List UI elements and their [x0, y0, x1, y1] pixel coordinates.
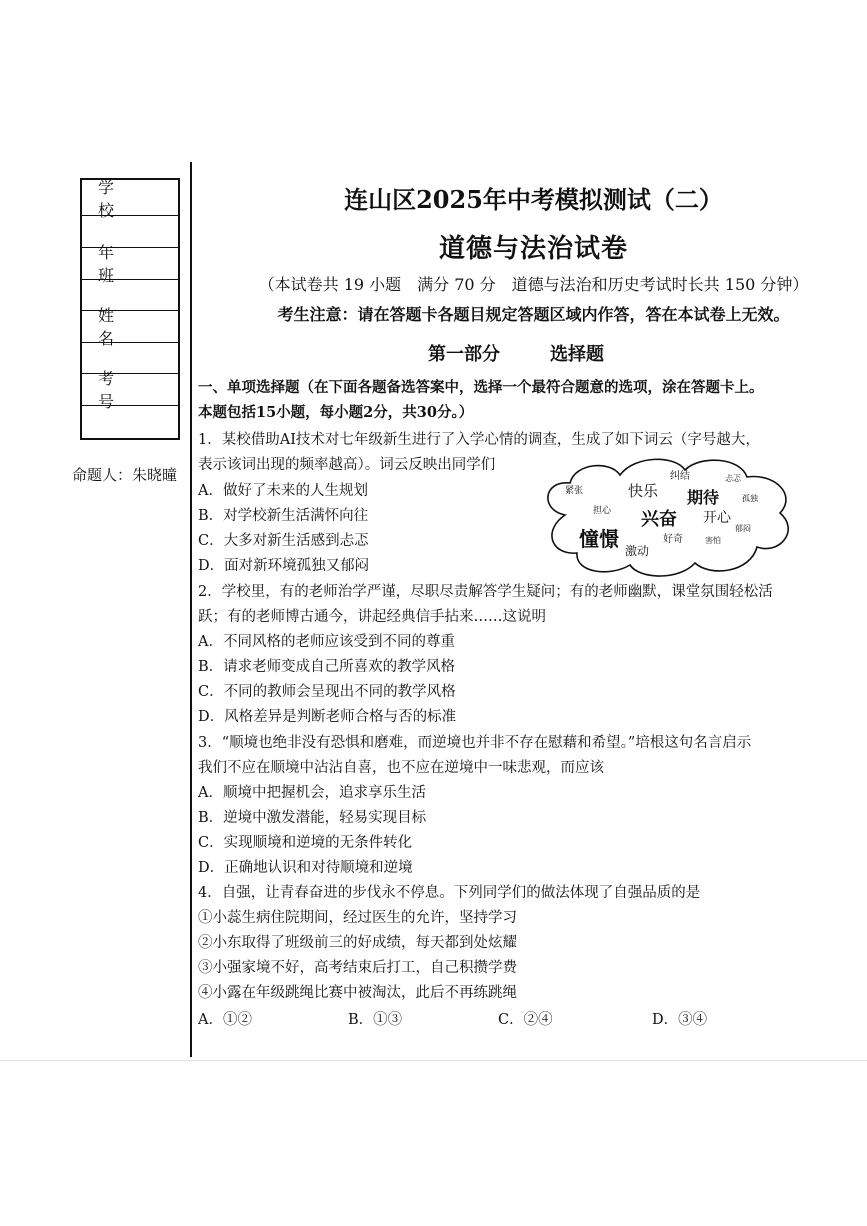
q4-option-a: A．①②	[198, 1012, 252, 1028]
q4-statement-3: ③小强家境不好，高考结束后打工，自己积攒学费	[198, 960, 517, 976]
q3-option-b: B．逆境中激发潜能，轻易实现目标	[198, 810, 427, 826]
binding-divider	[190, 162, 192, 1057]
cloud-word: 憧憬	[579, 527, 619, 551]
cloud-word: 快乐	[628, 482, 659, 500]
q2-option-b: B．请求老师变成自己所喜欢的教学风格	[198, 659, 456, 675]
q2-stem-2: 跃；有的老师博古通今，讲起经典信手拈来……这说明	[198, 609, 546, 625]
exam-info: （本试卷共 19 小题 满分 70 分 道德与法治和历史考试时长共 150 分钟）	[258, 275, 809, 294]
q3-option-a: A．顺境中把握机会，追求享乐生活	[198, 785, 426, 801]
q4-statement-2: ②小东取得了班级前三的好成绩，每天都到处炫耀	[198, 935, 517, 951]
cloud-word: 害怕	[705, 536, 721, 545]
q1-option-a: A．做好了未来的人生规划	[198, 483, 368, 499]
word-cloud	[535, 455, 795, 580]
cloud-word: 郁闷	[735, 524, 751, 533]
q1-stem-2: 表示该词出现的频率越高）。词云反映出同学们	[198, 457, 496, 473]
cloud-word: 好奇	[663, 534, 683, 545]
q4-option-b: B．①③	[348, 1012, 403, 1028]
q4-statement-4: ④小露在年级跳绳比赛中被淘汰，此后不再练跳绳	[198, 985, 517, 1001]
q3-option-d: D．正确地认识和对待顺境和逆境	[198, 860, 413, 876]
page-bottom-edge	[0, 1060, 867, 1061]
q3-stem-2: 我们不应在顺境中沾沾自喜，也不应在逆境中一味悲观，而应该	[198, 760, 604, 776]
cloud-word: 激动	[625, 544, 650, 558]
cloud-word: 忐忑	[725, 474, 741, 483]
section-heading-2: 本题包括15小题，每小题2分，共30分。）	[198, 404, 474, 421]
name-label: 姓 名	[98, 306, 131, 348]
school-label: 学 校	[98, 178, 131, 220]
exam-title: 连山区2025年中考模拟测试（二）	[344, 185, 723, 214]
class-label: 年 班	[98, 243, 131, 285]
part-name: 选择题	[550, 344, 604, 365]
q2-option-c: C．不同的教师会呈现出不同的教学风格	[198, 684, 456, 700]
section-heading: 一、单项选择题（在下面各题备选答案中，选择一个最符合题意的选项，涂在答题卡上。	[198, 379, 764, 396]
q2-stem: 2．学校里，有的老师治学严谨，尽职尽责解答学生疑问；有的老师幽默，课堂氛围轻松活	[198, 584, 773, 600]
cloud-word: 兴奋	[641, 509, 677, 530]
cloud-word: 紧张	[565, 486, 584, 496]
cloud-word: 孤独	[742, 494, 758, 503]
part-label: 第一部分	[428, 344, 500, 365]
subject-title: 道德与法治试卷	[438, 234, 628, 264]
notice: 考生注意：请在答题卡各题目规定答题区域内作答，答在本试卷上无效。	[277, 305, 790, 324]
cloud-word: 担心	[593, 506, 612, 516]
q1-stem: 1．某校借助AI技术对七年级新生进行了入学心情的调查，生成了如下词云（字号越大，	[198, 432, 760, 448]
q4-option-d: D．③④	[652, 1012, 708, 1028]
cloud-word: 开心	[703, 510, 731, 526]
q4-statement-1: ①小蕊生病住院期间，经过医生的允许，坚持学习	[198, 910, 517, 926]
q1-option-d: D．面对新环境孤独又郁闷	[198, 558, 370, 574]
q3-stem: 3．“顺境也绝非没有恐惧和磨难，而逆境也并非不存在慰藉和希望。”培根这句名言启示	[198, 735, 752, 751]
q2-option-d: D．风格差异是判断老师合格与否的标准	[198, 709, 457, 725]
exam-number-label: 考 号	[98, 369, 131, 411]
cloud-word: 期待	[687, 488, 720, 507]
q4-stem: 4．自强，让青春奋进的步伐永不停息。下列同学们的做法体现了自强品质的是	[198, 885, 701, 901]
q1-option-b: B．对学校新生活满怀向往	[198, 508, 369, 524]
q4-option-c: C．②④	[498, 1012, 553, 1028]
cloud-word: 纠结	[670, 471, 690, 482]
student-info-table	[80, 178, 180, 440]
author-label: 命题人：朱晓曈	[72, 466, 178, 484]
q3-option-c: C．实现顺境和逆境的无条件转化	[198, 835, 413, 851]
q2-option-a: A．不同风格的老师应该受到不同的尊重	[198, 634, 455, 650]
q1-option-c: C．大多对新生活感到忐忑	[198, 533, 369, 549]
